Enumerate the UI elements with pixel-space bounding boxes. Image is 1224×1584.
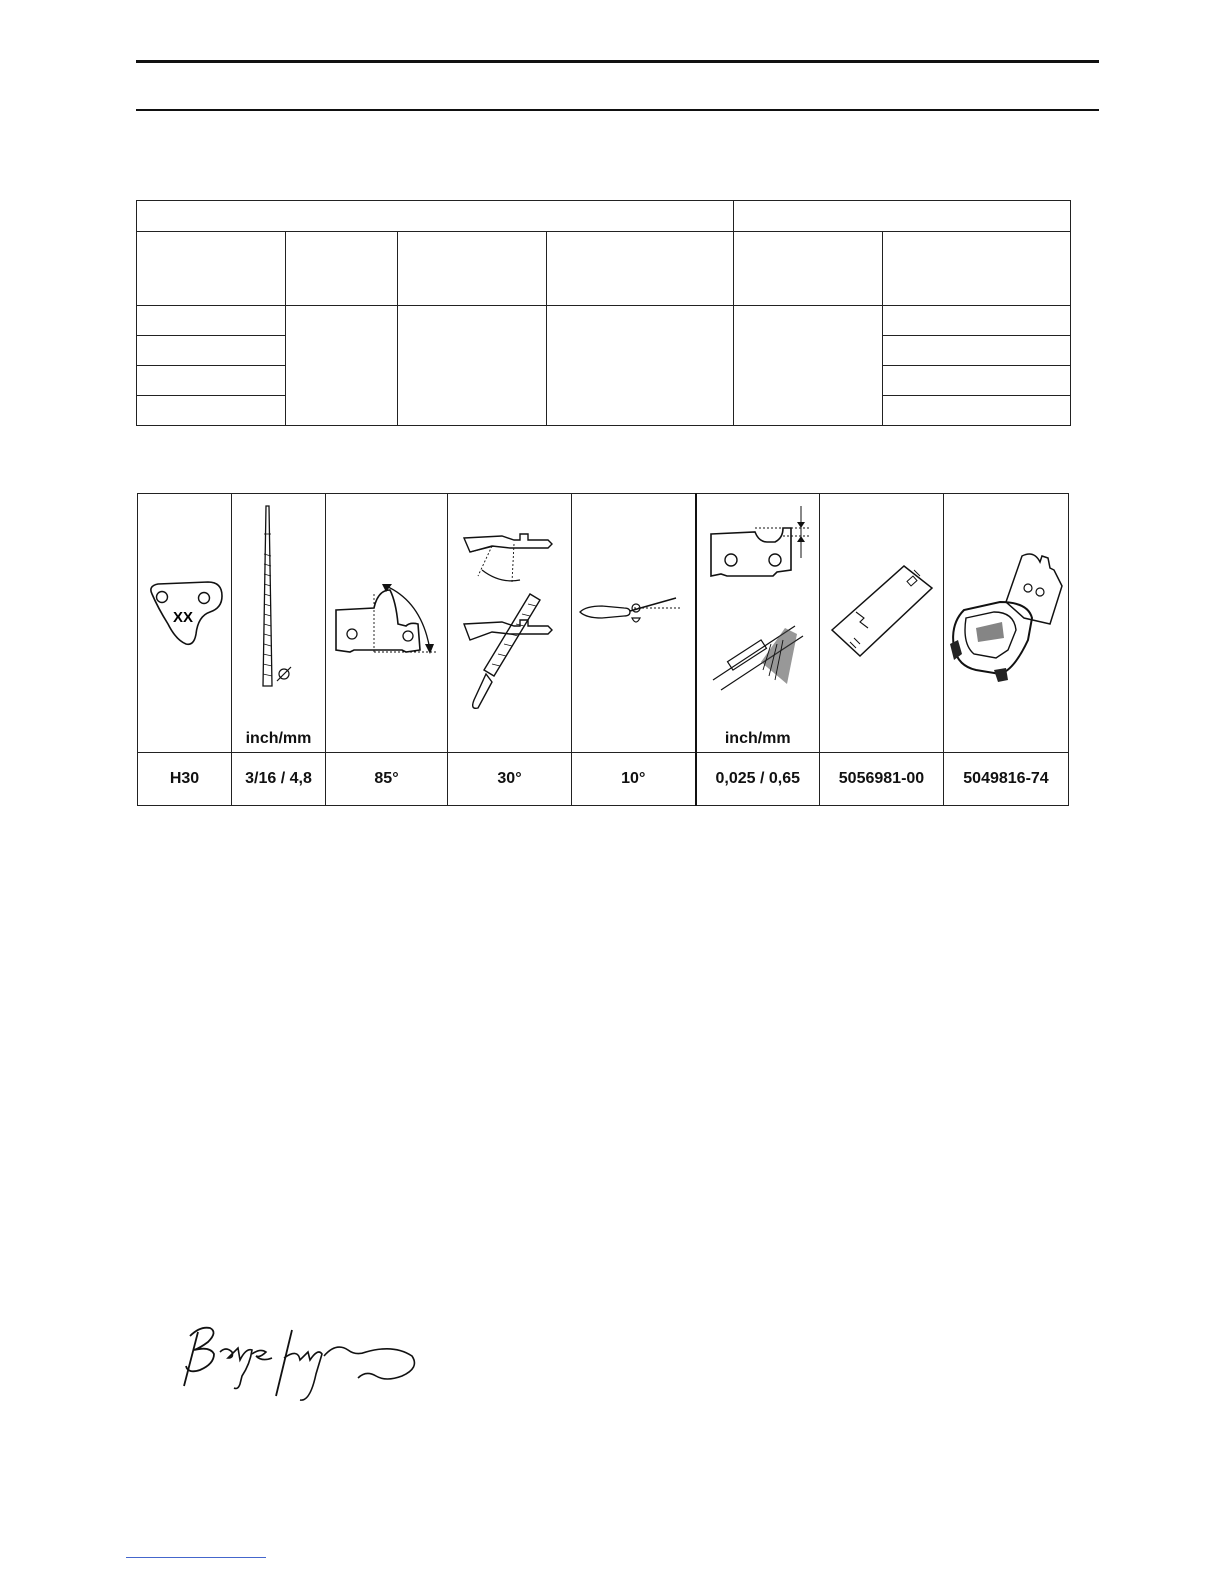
spec-cell	[883, 306, 1071, 336]
spec-cell	[137, 306, 286, 336]
filing-angle-value: 30°	[448, 753, 572, 806]
header-rule-top	[136, 60, 1099, 63]
depth-gauge-tool-icon	[820, 494, 944, 752]
depth-gauge-value: 0,025 / 0,65	[696, 753, 820, 806]
file-tilt-angle-icon	[572, 494, 696, 752]
depth-gauge-tool-part-number: 5056981-00	[820, 753, 944, 806]
spec-group-header-left	[137, 201, 734, 232]
spec-column-header	[547, 232, 734, 306]
top-plate-angle-cell	[326, 494, 448, 753]
spec-cell	[883, 366, 1071, 396]
file-holder-gauge-icon	[944, 494, 1069, 752]
sharpening-table	[137, 493, 1069, 806]
top-plate-angle-icon	[326, 494, 448, 752]
spec-merged-cell	[734, 306, 883, 426]
file-holder-part-number: 5049816-74	[944, 753, 1069, 806]
filing-angle-cell	[448, 494, 572, 753]
spec-column-header	[398, 232, 547, 306]
specification-grid	[136, 200, 1071, 426]
cutter-marking-cell	[138, 494, 232, 753]
depth-gauge-tool-cell	[820, 494, 944, 753]
chain-type-value: H30	[138, 753, 232, 806]
header-rule-bottom	[136, 109, 1099, 111]
spec-column-header	[286, 232, 398, 306]
file-holder-cell	[944, 494, 1069, 753]
depth-gauge-unit: inch/mm	[724, 730, 791, 747]
spec-cell	[883, 396, 1071, 426]
file-diameter-value: 3/16 / 4,8	[232, 753, 326, 806]
handwritten-signature	[180, 1318, 430, 1413]
spec-cell	[883, 336, 1071, 366]
spec-cell	[137, 366, 286, 396]
file-diameter-cell	[232, 494, 326, 753]
top-plate-angle-value: 85°	[326, 753, 448, 806]
footer-link-underline	[126, 1557, 266, 1558]
tilt-angle-cell	[572, 494, 696, 753]
spec-merged-cell	[398, 306, 547, 426]
round-file-icon	[232, 494, 326, 752]
spec-column-header	[883, 232, 1071, 306]
tilt-angle-value: 10°	[572, 753, 696, 806]
filing-angle-icon	[448, 494, 572, 752]
depth-gauge-setting-icon	[697, 494, 821, 752]
spec-column-header	[734, 232, 883, 306]
file-diameter-unit: inch/mm	[245, 730, 312, 747]
depth-gauge-cell	[696, 494, 820, 753]
spec-column-header	[137, 232, 286, 306]
spec-merged-cell	[286, 306, 398, 426]
spec-merged-cell	[547, 306, 734, 426]
spec-cell	[137, 336, 286, 366]
chain-cutter-xx-marking-icon	[138, 494, 232, 752]
cutter-mark-text: XX	[172, 609, 194, 626]
spec-cell	[137, 396, 286, 426]
spec-group-header-right	[734, 201, 1071, 232]
